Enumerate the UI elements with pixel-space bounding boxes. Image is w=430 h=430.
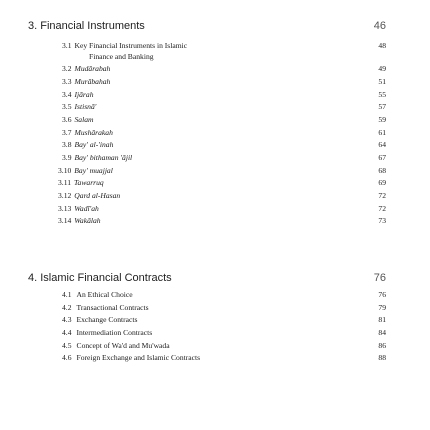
- entry-number: 3.5: [62, 102, 72, 111]
- entry-page-number: 61: [378, 128, 386, 137]
- toc-entry: [62, 289, 133, 301]
- toc-entry: [62, 114, 93, 126]
- toc-entry: [58, 177, 104, 189]
- entry-number: 3.14: [58, 216, 72, 225]
- toc-entry: [62, 302, 149, 314]
- entry-title: Bay' muajjal: [74, 166, 113, 175]
- entry-page-number: 55: [378, 90, 386, 99]
- entry-number: 4.4: [62, 328, 72, 337]
- entry-number: 3.3: [62, 77, 72, 86]
- entry-page-number: 79: [378, 303, 386, 312]
- toc-entry: [62, 101, 96, 113]
- entry-number: 4.5: [62, 341, 72, 350]
- toc-entry: [62, 340, 170, 352]
- toc-entry: [89, 51, 154, 63]
- entry-page-number: 64: [378, 140, 386, 149]
- entry-page-number: 73: [378, 216, 386, 225]
- toc-entry: [62, 127, 113, 139]
- toc-entry: [62, 352, 200, 364]
- entry-title: Finance and Banking: [89, 52, 154, 61]
- entry-number: 3.4: [62, 90, 72, 99]
- toc-entry: [62, 89, 93, 101]
- entry-title: Bay' al-'inah: [74, 140, 114, 149]
- entry-title: Murābahah: [74, 77, 111, 86]
- entry-number: 3.13: [58, 204, 72, 213]
- toc-entry: [62, 76, 110, 88]
- entry-title: Mushārakah: [74, 128, 113, 137]
- entry-page-number: 86: [378, 341, 386, 350]
- entry-title: Transactional Contracts: [76, 303, 149, 312]
- entry-page-number: 57: [378, 102, 386, 111]
- toc-entry: [58, 215, 101, 227]
- entry-title: Salam: [74, 115, 94, 124]
- entry-number: 4.2: [62, 303, 72, 312]
- entry-title: An Ethical Choice: [76, 290, 133, 299]
- entry-number: 4.1: [62, 290, 72, 299]
- entry-number: 3.9: [62, 153, 72, 162]
- entry-title: Istisnā': [74, 102, 97, 111]
- entry-page-number: 68: [378, 166, 386, 175]
- entry-page-number: 59: [378, 115, 386, 124]
- entry-page-number: 84: [378, 328, 386, 337]
- entry-title: Mudārabah: [74, 64, 111, 73]
- chapter-page-number: 76: [373, 272, 386, 284]
- entry-title: Exchange Contracts: [76, 315, 138, 324]
- entry-page-number: 76: [378, 290, 386, 299]
- entry-number: 3.1: [62, 41, 72, 50]
- toc-entry: [58, 190, 120, 202]
- entry-title: Concept of Wa'd and Mu'wada: [76, 341, 170, 350]
- entry-title: Key Financial Instruments in Islamic: [74, 41, 188, 50]
- entry-title: Ijārah: [74, 90, 94, 99]
- entry-page-number: 72: [378, 191, 386, 200]
- entry-title: Bay' bithaman 'ājil: [74, 153, 133, 162]
- toc-entry: [62, 63, 110, 75]
- chapter-title: 3. Financial Instruments: [28, 20, 145, 32]
- entry-number: 3.8: [62, 140, 72, 149]
- entry-number: 3.12: [58, 191, 72, 200]
- entry-title: Qard al-Hasan: [74, 191, 121, 200]
- entry-page-number: 72: [378, 204, 386, 213]
- entry-title: Wakālah: [74, 216, 101, 225]
- toc-entry: [58, 203, 99, 215]
- toc-entry: [62, 327, 152, 339]
- entry-page-number: 51: [378, 77, 386, 86]
- entry-title: Foreign Exchange and Islamic Contracts: [76, 353, 201, 362]
- toc-entry: [62, 152, 132, 164]
- entry-page-number: 48: [378, 41, 386, 50]
- chapter-title: 4. Islamic Financial Contracts: [28, 272, 172, 284]
- entry-number: 3.7: [62, 128, 72, 137]
- entry-page-number: 88: [378, 353, 386, 362]
- entry-title: Wadī'ah: [74, 204, 99, 213]
- toc-entry: [62, 139, 113, 151]
- entry-title: Tawarruq: [74, 178, 104, 187]
- entry-page-number: 81: [378, 315, 386, 324]
- entry-page-number: 67: [378, 153, 386, 162]
- entry-number: 3.10: [58, 166, 72, 175]
- chapter-page-number: 46: [373, 20, 386, 32]
- entry-page-number: 69: [378, 178, 386, 187]
- entry-number: 4.3: [62, 315, 72, 324]
- entry-number: 4.6: [62, 353, 72, 362]
- entry-page-number: 49: [378, 64, 386, 73]
- toc-entry: [62, 314, 137, 326]
- entry-number: 3.2: [62, 64, 72, 73]
- entry-title: Intermediation Contracts: [76, 328, 153, 337]
- entry-number: 3.11: [58, 178, 72, 187]
- toc-entry: [58, 165, 113, 177]
- entry-number: 3.6: [62, 115, 72, 124]
